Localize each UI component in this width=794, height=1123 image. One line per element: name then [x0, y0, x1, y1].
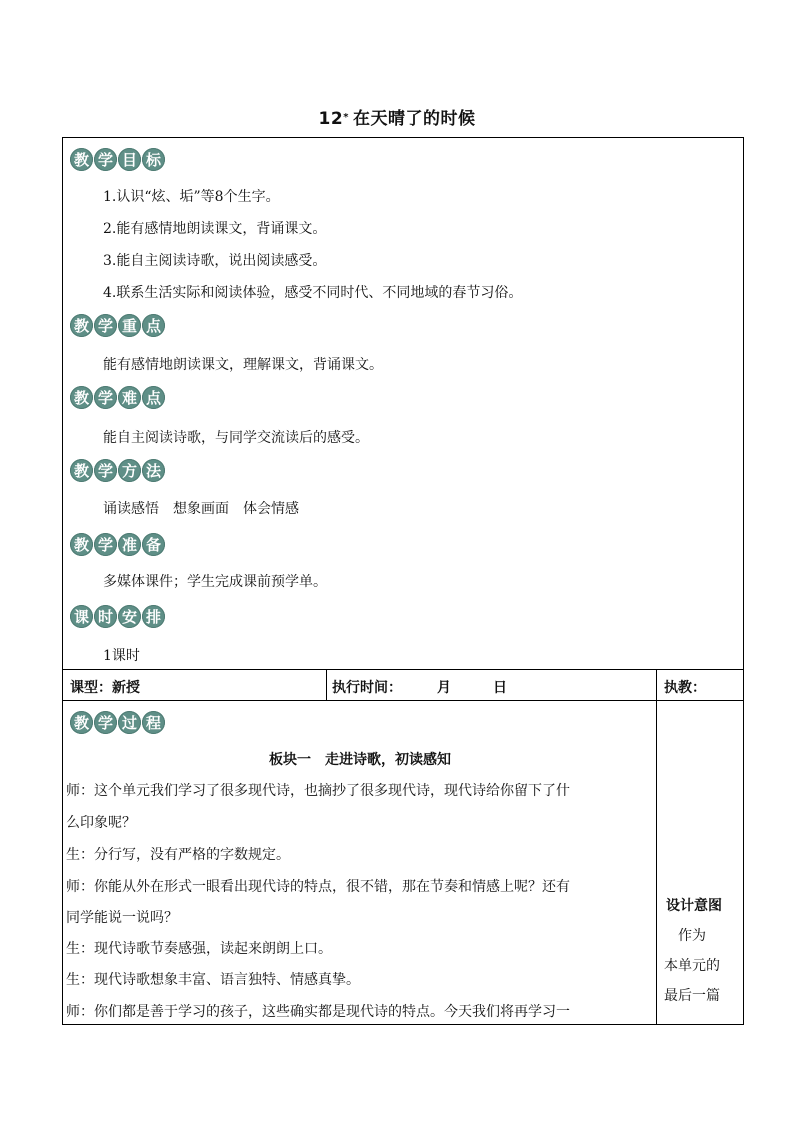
process-line-3: 生：分行写，没有严格的字数规定。	[66, 847, 290, 863]
badge-prep: 教 学 准 备	[70, 533, 166, 556]
design-intent-line-1: 作为	[664, 928, 706, 944]
process-line-6: 生：现代诗歌节奏感强，读起来朗朗上口。	[66, 941, 332, 957]
row-divider-top	[62, 669, 744, 670]
row-divider-bottom	[62, 700, 744, 701]
process-line-2: 么印象呢？	[66, 815, 136, 831]
lesson-mark: *	[343, 112, 349, 123]
badge-goals: 教 学 目 标	[70, 148, 166, 171]
design-intent-line-2: 本单元的	[664, 958, 720, 974]
process-line-8: 师：你们都是善于学习的孩子，这些确实都是现代诗的特点。今天我们将再学习一	[66, 1004, 570, 1020]
difficulty-text: 能自主阅读诗歌，与同学交流读后的感受。	[103, 430, 369, 446]
lesson-title: 在天晴了的时候	[352, 109, 476, 129]
block-heading: 板块一 走进诗歌，初读感知	[269, 752, 451, 768]
design-intent-line-3: 最后一篇	[664, 988, 720, 1004]
col-divider-2	[656, 669, 657, 1025]
badge-difficulty: 教 学 难 点	[70, 386, 166, 409]
design-intent-heading: 设计意图	[666, 898, 722, 914]
prep-text: 多媒体课件；学生完成课前预学单。	[103, 574, 327, 590]
lesson-number: 12	[318, 109, 344, 129]
goal-4: 4.联系生活实际和阅读体验，感受不同时代、不同地域的春节习俗。	[103, 285, 523, 301]
badge-key: 教 学 重 点	[70, 314, 166, 337]
goal-2: 2.能有感情地朗读课文，背诵课文。	[103, 221, 327, 237]
lesson-type: 课型：新授	[70, 680, 140, 696]
schedule-text: 1课时	[103, 648, 140, 664]
process-line-7: 生：现代诗歌想象丰富、语言独特、情感真挚。	[66, 972, 360, 988]
teacher: 执教：	[664, 680, 706, 696]
process-line-1: 师：这个单元我们学习了很多现代诗，也摘抄了很多现代诗，现代诗给你留下了什	[66, 783, 570, 799]
method-text: 诵读感悟 想象画面 体会情感	[103, 501, 299, 517]
process-line-4: 师：你能从外在形式一眼看出现代诗的特点，很不错，那在节奏和情感上呢？还有	[66, 879, 570, 895]
execution-time: 执行时间： 月 日	[332, 680, 507, 696]
key-text: 能有感情地朗读课文，理解课文，背诵课文。	[103, 357, 383, 373]
goal-3: 3.能自主阅读诗歌，说出阅读感受。	[103, 253, 327, 269]
page-title	[0, 104, 794, 129]
badge-method: 教 学 方 法	[70, 459, 166, 482]
col-divider-1	[326, 669, 327, 701]
goal-1: 1.认识“炫、垢”等8个生字。	[103, 189, 280, 205]
process-line-5: 同学能说一说吗？	[66, 910, 178, 926]
badge-schedule: 课 时 安 排	[70, 605, 166, 628]
badge-process: 教 学 过 程	[70, 711, 166, 734]
